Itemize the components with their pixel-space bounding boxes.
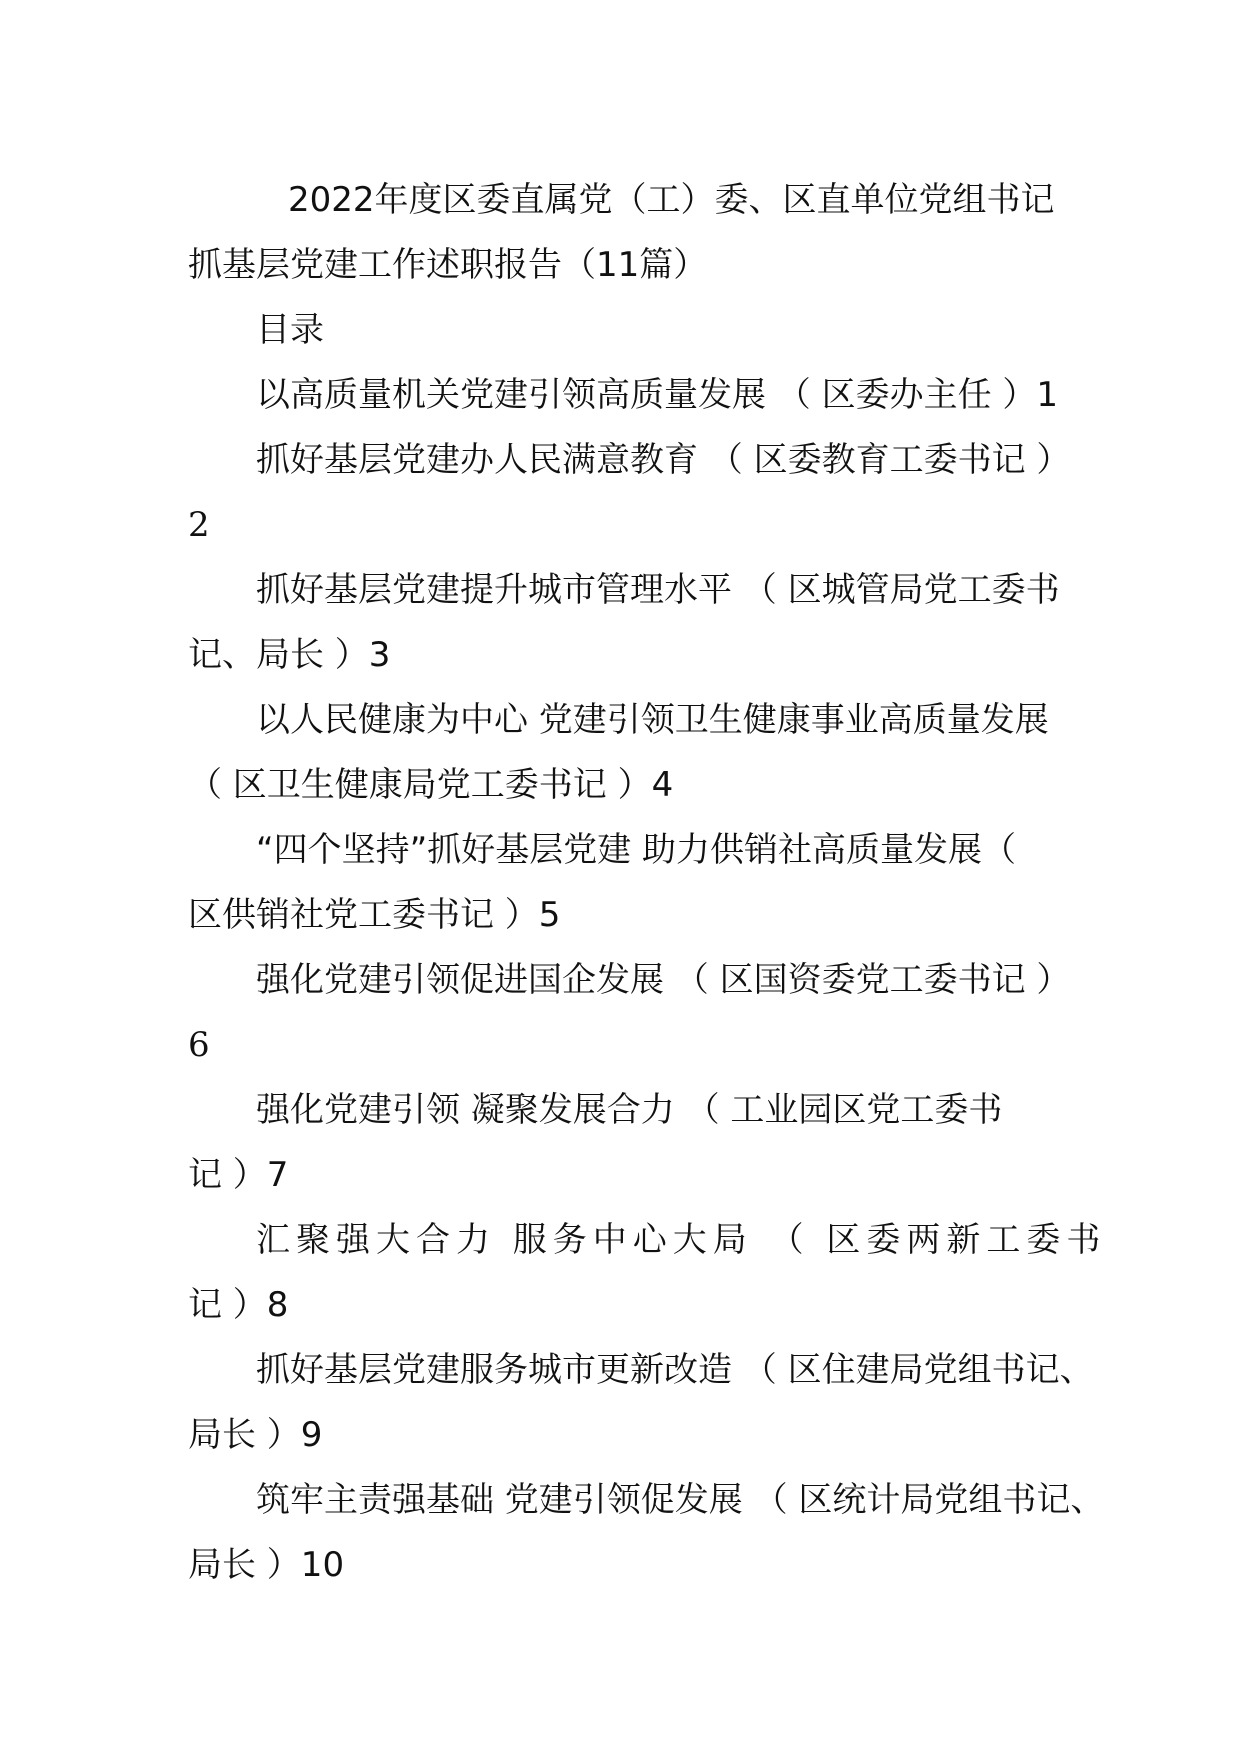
toc-entry-4: 以人民健康为中心 党建引领卫生健康事业高质量发展 [256,700,1049,740]
toc-entry-10: 筑牢主责强基础 党建引领促发展 （ 区统计局党组书记、 [256,1480,1105,1520]
toc-entry-3-cont: 记、局长 ）3 [188,635,391,675]
toc-entry-7-cont: 记 ）7 [188,1155,289,1195]
toc-entry-7: 强化党建引领 凝聚发展合力 （ 工业园区党工委书 [256,1090,1003,1130]
toc-heading: 目录 [256,310,324,350]
toc-entry-6: 强化党建引领促进国企发展 （ 区国资委党工委书记 ） [256,960,1071,1000]
toc-entry-9: 抓好基层党建服务城市更新改造 （ 区住建局党组书记、 [256,1350,1094,1390]
toc-entry-10-cont: 局长 ）10 [188,1545,345,1585]
toc-entry-4-cont: （ 区卫生健康局党工委书记 ）4 [188,765,674,805]
document-body [188,168,1107,1598]
toc-entry-5-cont: 区供销社党工委书记 ）5 [188,895,561,935]
toc-entry-6-page: 6 [188,1025,210,1065]
document-title-line-1: 2022年度区委直属党（工）委、区直单位党组书记 [288,180,1055,220]
toc-entry-3: 抓好基层党建提升城市管理水平 （ 区城管局党工委书 [256,570,1060,610]
toc-entry-5: “四个坚持”抓好基层党建 助力供销社高质量发展（ [256,830,1017,870]
toc-entry-1: 以高质量机关党建引领高质量发展 （ 区委办主任 ）1 [256,375,1059,415]
toc-entry-8: 汇聚强大合力 服务中心大局 （ 区委两新工委书 [256,1220,1107,1260]
toc-entry-2: 抓好基层党建办人民满意教育 （ 区委教育工委书记 ） [256,440,1071,480]
toc-entry-8-cont: 记 ）8 [188,1285,289,1325]
toc-entry-2-page: 2 [188,505,210,545]
toc-entry-9-cont: 局长 ）9 [188,1415,323,1455]
document-title-line-2: 抓基层党建工作述职报告（11篇） [188,245,708,285]
